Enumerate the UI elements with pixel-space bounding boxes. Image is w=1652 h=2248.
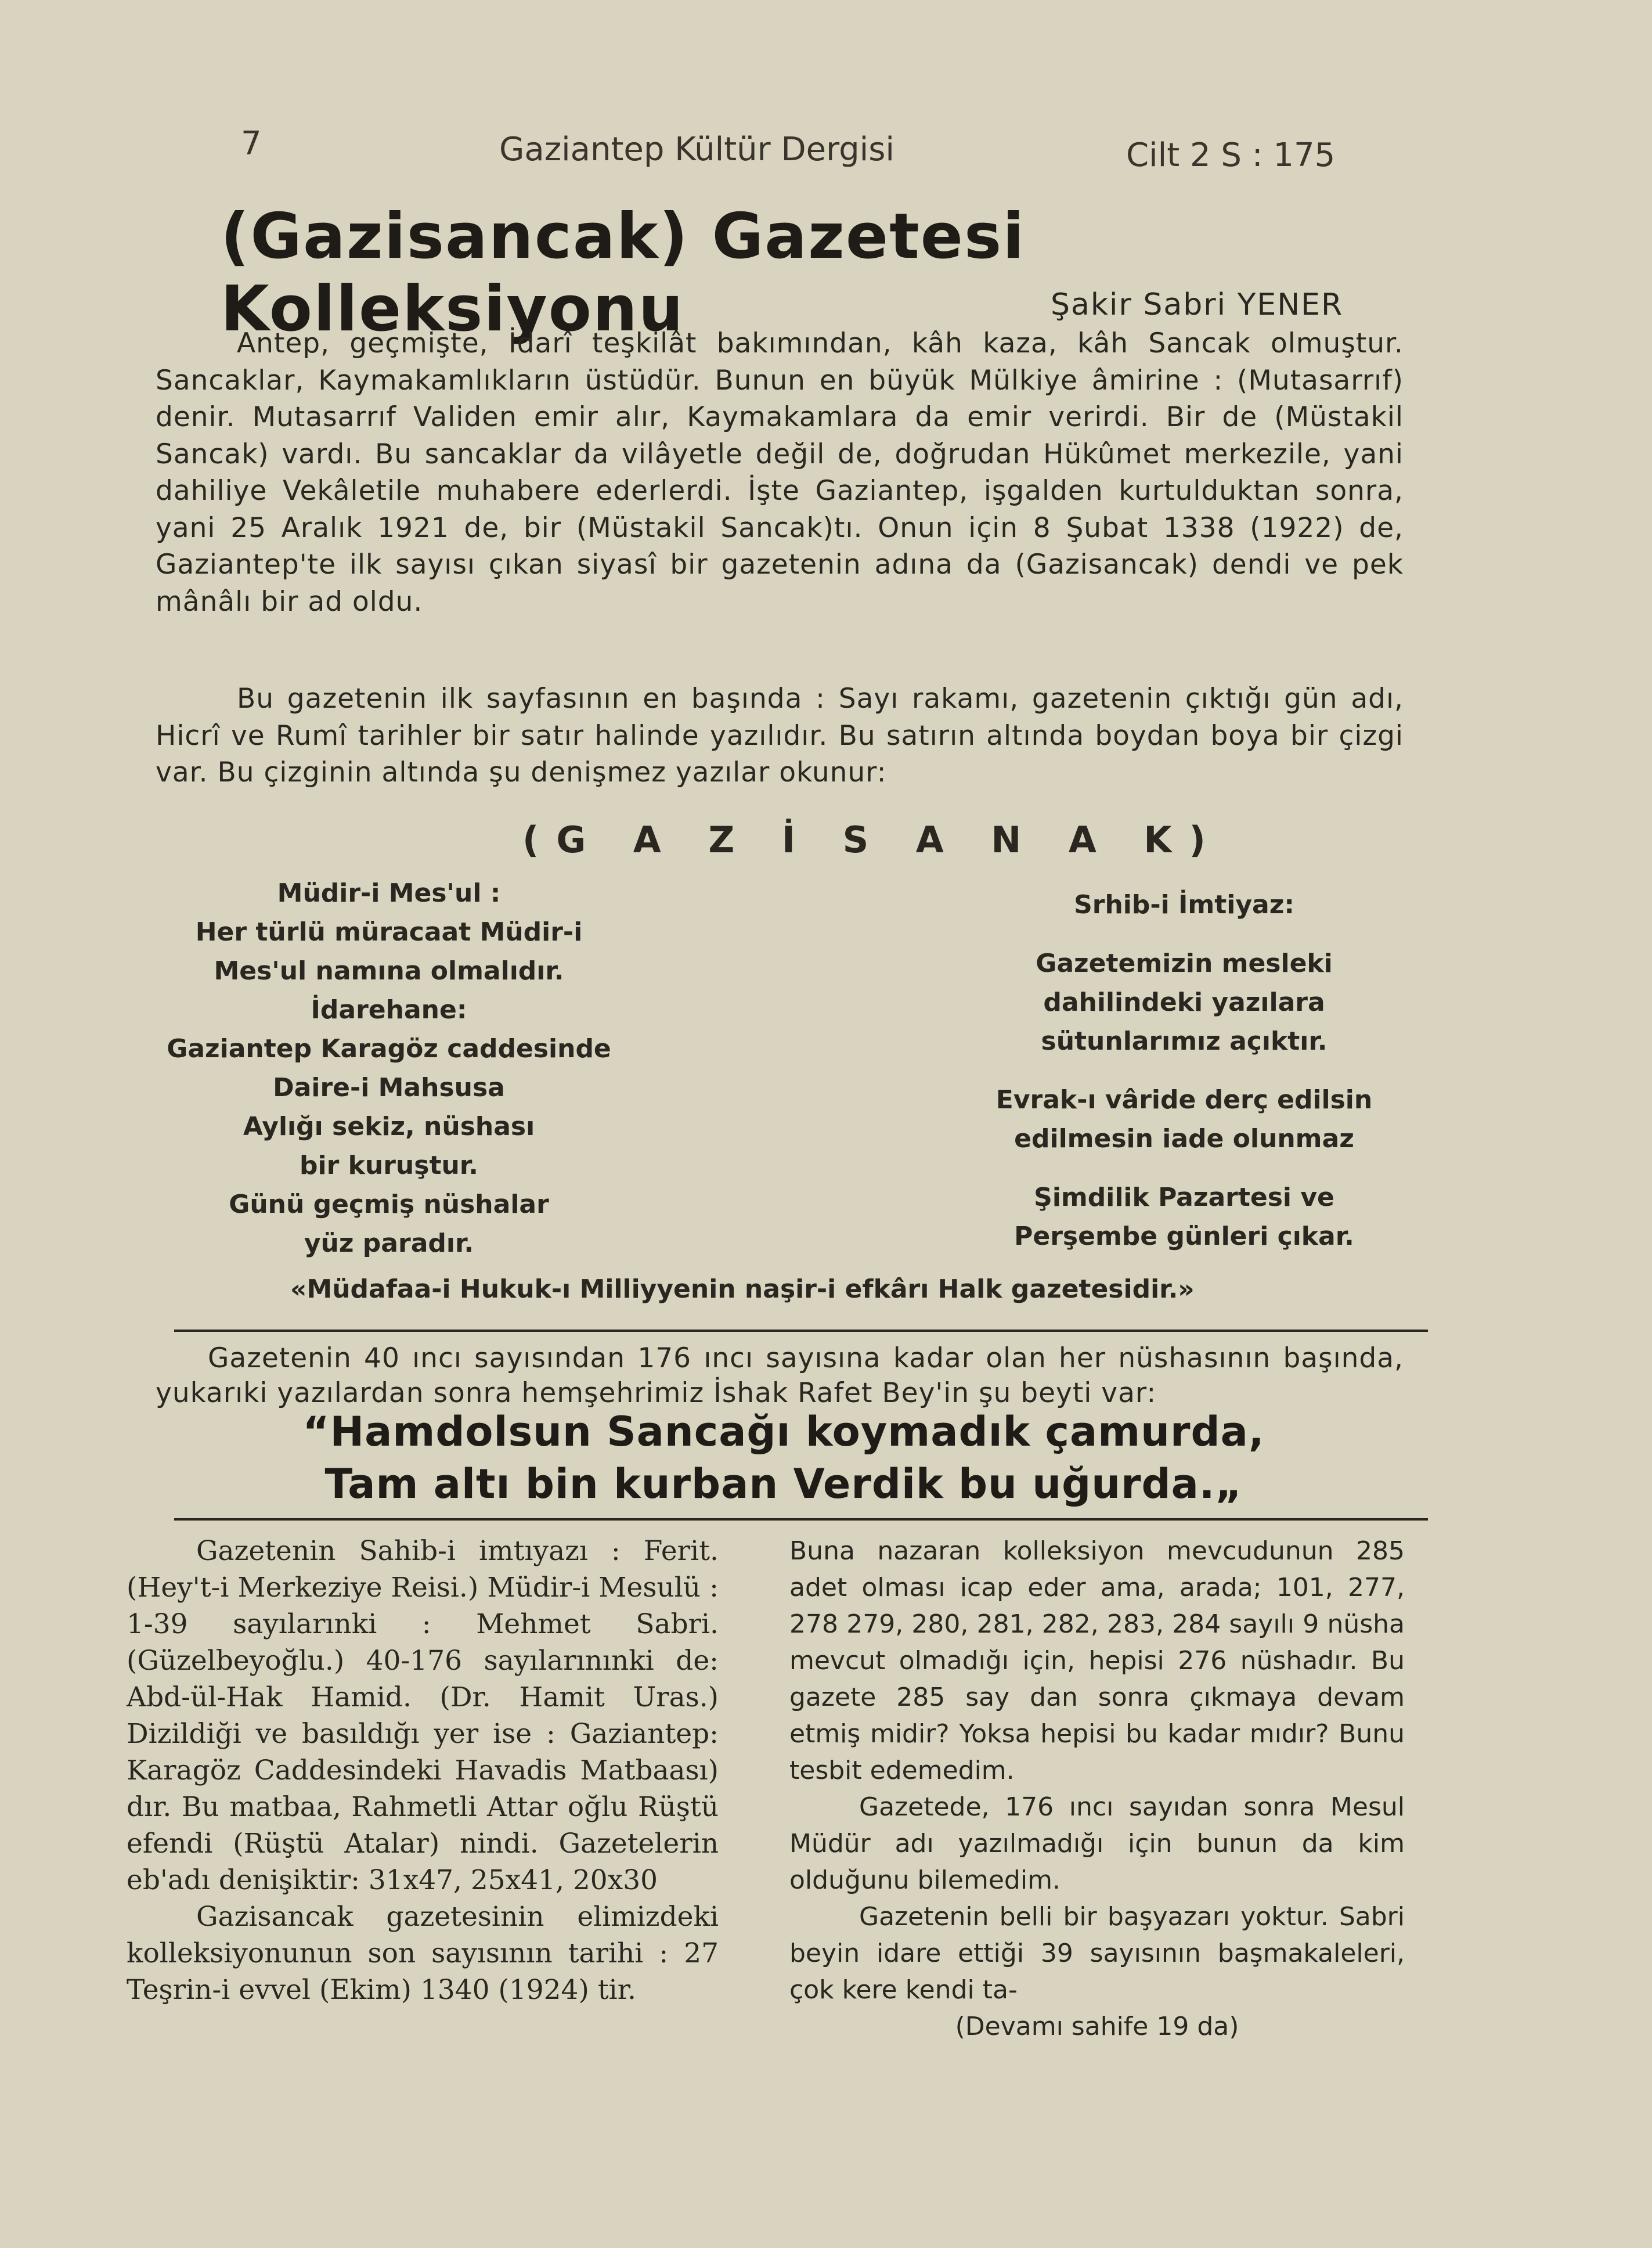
masthead-right-line: Şimdilik Pazartesi ve — [1034, 1183, 1334, 1212]
newspaper-masthead: (G A Z İ S A N A K) — [522, 819, 1223, 861]
intro-paragraph: Antep, geçmişte, İdarî teşkilât bakımından, kâh kaza, kâh Sancak olmuştur. Sancaklar, Kaymakamlıkların üstüdür. Bunun en büyük Mülkiye âmirine : (Mutasarrıf) denir. Mutasarrıf Validen emir alır, Kaymakamlara da emir verirdi. Bir de (Müstakil Sancak) vardı. Bu sancaklar da vilâyetle değil de, doğrudan Hükûmet merkezile, yani dahiliye Vekâletile muhabere ederlerdi. İşte Gaziantep, işgalden kurtulduktan sonra, yani 25 Aralık 1921 de, bir (Müstakil Sancak)tı. Onun için 8 Şubat 1338 (1922) de, Gaziantep'te ilk sayısı çıkan siyasî bir gazetenin adına da (Gazisancak) dendi ve pek mânâlı bir ad oldu. — [156, 327, 1404, 618]
description-paragraph: Bu gazetenin ilk sayfasının en başında : Sayı rakamı, gazetenin çıktığı gün adı, Hicrî ve Rumî tarihler bir satır halinde yazılıdır. Bu satırın altında boydan boya bir çizgi var. Bu çizginin altında şu denişmez yazılar okunur: — [156, 683, 1404, 788]
masthead-left-line: Daire-i Mahsusa — [273, 1073, 505, 1103]
article-title: (Gazisancak) Gazetesi Kolleksiyonu — [221, 200, 1026, 345]
masthead-left-line: Müdir-i Mes'ul : — [277, 878, 501, 908]
page-number: 7 — [241, 125, 262, 163]
masthead-right-line: Gazetemizin mesleki — [1036, 949, 1333, 978]
continued-note: (Devamı sahife 19 da) — [955, 2012, 1239, 2041]
left-column-paragraph: Gazetenin Sahib-i imtıyazı : Ferit. (Hey't-i Merkeziye Reisi.) Müdir-i Mesulü : 1-39 sayılarınki : Mehmet Sabri. (Güzelbeyoğlu.) 40-176 sayılarınınki de: Abd-ül-Hak Hamid. (Dr. Hamit Uras.) Dizildiği ve basıldığı yer ise : Gaziantep: Karagöz Caddesindeki Havadis Matbaası) dır. Bu matbaa, Rahmetli Attar oğlu Rüştü efendi (Rüştü Atalar) nindi. Gazetelerin eb'adı denişiktir: 31x47, 25x41, 20x30 — [127, 1535, 719, 1896]
spacer — [952, 1158, 1416, 1178]
verse-intro: Gazetenin 40 ıncı sayısından 176 ıncı sayısına kadar olan her nüshasının başında, yukarıki yazılardan sonra hemşehrimiz İshak Rafet Bey'in şu beyti var: — [156, 1342, 1404, 1409]
masthead-left-line: Gaziantep Karagöz caddesinde — [167, 1034, 611, 1064]
left-column — [127, 1533, 719, 2008]
masthead-motto: «Müdafaa-i Hukuk-ı Milliyyenin naşir-i efkârı Halk gazetesidir.» — [290, 1274, 1195, 1304]
right-column-paragraph: Gazetenin belli bir başyazarı yoktur. Sabri beyin idare ettiği 39 sayısının başmakaleleri, çok kere kendi ta- — [789, 1902, 1405, 2005]
magazine-title: Gaziantep Kültür Dergisi — [499, 131, 894, 168]
masthead-left-box — [157, 874, 621, 1263]
verse-line-2: Tam altı bin kurban Verdik bu uğurda.„ — [324, 1460, 1243, 1508]
masthead-right-line: Perşembe günleri çıkar. — [1014, 1222, 1354, 1251]
verse-line-1: “Hamdolsun Sancağı koymadık çamurda, — [302, 1408, 1265, 1456]
divider-line — [174, 1330, 1428, 1332]
masthead-right-box — [952, 885, 1416, 1256]
spacer — [952, 1061, 1416, 1080]
right-column — [789, 1533, 1405, 2045]
left-column-paragraph: Gazisancak gazetesinin elimizdeki kolleksiyonunun son sayısının tarihi : 27 Teşrin-i evvel (Ekim) 1340 (1924) tir. — [127, 1901, 719, 2006]
masthead-left-line: İdarehane: — [311, 995, 467, 1025]
masthead-right-line: dahilindeki yazılara — [1043, 988, 1325, 1017]
masthead-right-line: Evrak-ı vâride derç edilsin — [995, 1085, 1373, 1115]
article-author: Şakir Sabri YENER — [1051, 287, 1344, 322]
masthead-left-line: Günü geçmiş nüshalar — [229, 1190, 549, 1219]
volume-issue: Cilt 2 S : 175 — [1126, 136, 1336, 174]
masthead-right-line: sütunlarımız açıktır. — [1041, 1026, 1328, 1056]
masthead-left-line: Mes'ul namına olmalıdır. — [214, 956, 564, 986]
page-header — [232, 125, 1393, 177]
spacer — [952, 924, 1416, 944]
right-column-paragraph: Gazetede, 176 ıncı sayıdan sonra Mesul Müdür adı yazılmadığı için bunun da kim olduğunu bilemedim. — [789, 1792, 1405, 1895]
masthead-left-line: Her türlü müracaat Müdir-i — [195, 917, 583, 947]
divider-line — [174, 1518, 1428, 1521]
masthead-right-line: edilmesin iade olunmaz — [1014, 1124, 1354, 1154]
masthead-left-line: yüz paradır. — [304, 1229, 474, 1258]
masthead-left-line: Aylığı sekiz, nüshası — [243, 1112, 535, 1141]
right-column-paragraph: Buna nazaran kolleksiyon mevcudunun 285 adet olması icap eder ama, arada; 101, 277, 278 279, 280, 281, 282, 283, 284 sayılı 9 nüsha mevcut olmadığı için, hepisi 276 nüshadır. Bu gazete 285 say dan sonra çıkmaya devam etmiş midir? Yoksa hepisi bu kadar mıdır? Bunu tesbit edemedim. — [789, 1536, 1405, 1785]
masthead-left-line: bir kuruştur. — [300, 1151, 478, 1180]
masthead-right-line: Srhib-i İmtiyaz: — [1074, 890, 1294, 920]
